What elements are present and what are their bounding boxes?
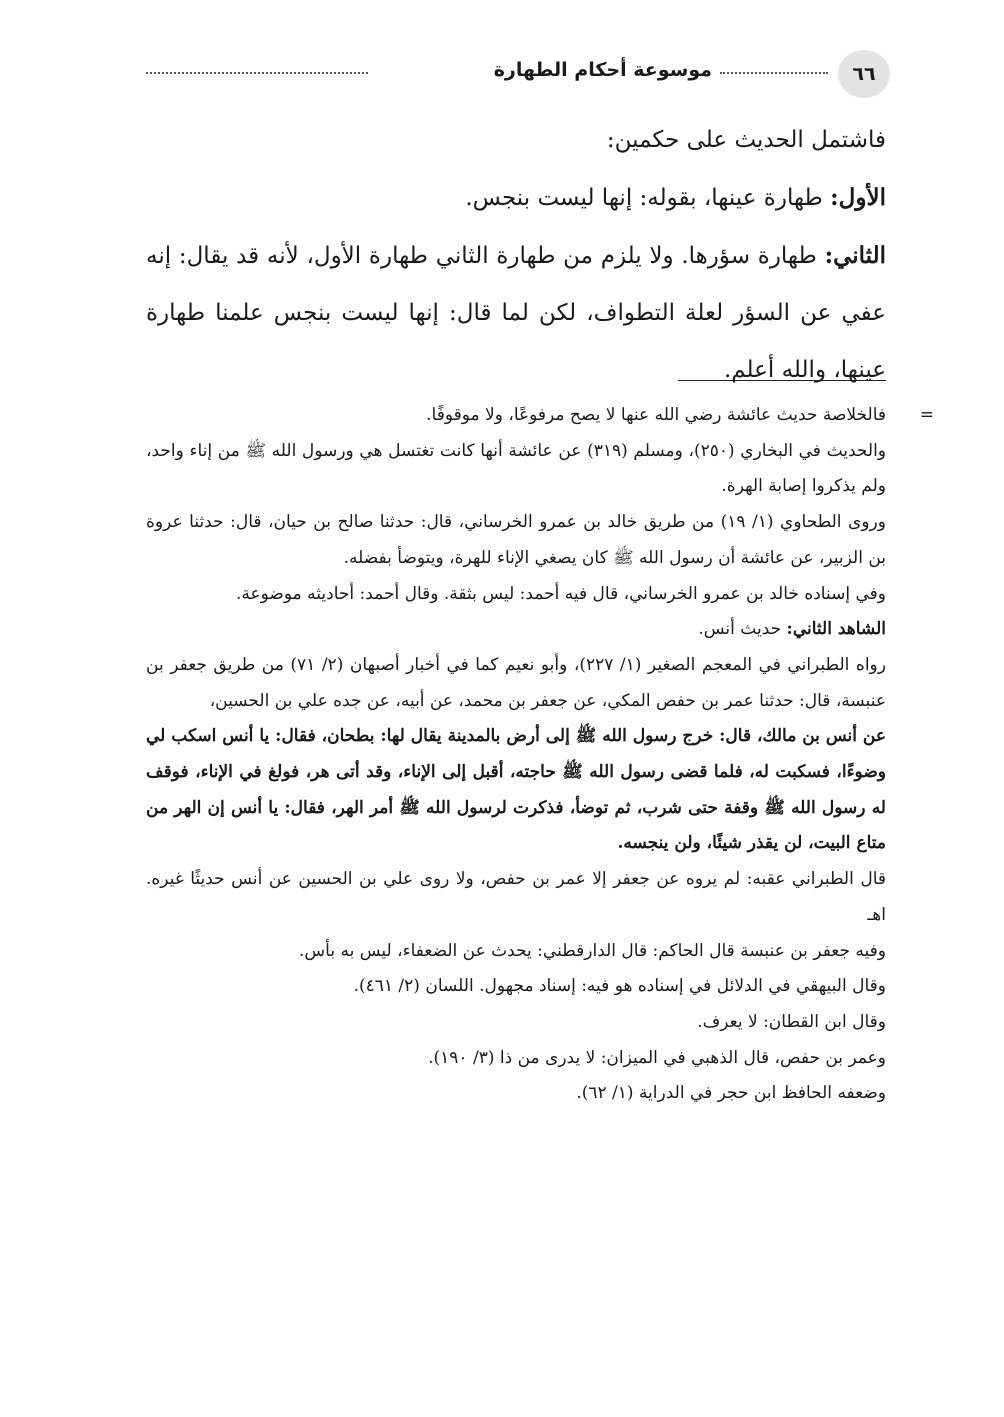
main-paragraph-first: [146, 169, 886, 227]
hadith-text-bold: عن أنس بن مالك، قال: خرج رسول الله ﷺ إلى أرض بالمدينة يقال لها: بطحان، فقال: يا أنس اسكب لي وضوءًا، فسكبت له، فلما قضى رسول الله ﷺ حاجته، أقبل إلى الإناء، وقد أتى هر، فولغ في الإناء، فوقف له رسول الله ﷺ وقفة حتى شرب، ثم توضأ، فذكرت لرسول الله ﷺ أمر الهر، فقال: يا أنس إن الهر من متاع البيت، لن يقذر شيئًا، ولن ينجسه.: [146, 726, 886, 854]
first-ruling-text: طهارة عينها، بقوله: إنها ليست بنجس.: [465, 185, 831, 211]
main-paragraph-intro: فاشتمل الحديث على حكمين:: [606, 127, 886, 153]
footnote-paragraph: وروى الطحاوي (١/ ١٩) من طريق خالد بن عمرو الخرساني، قال: حدثنا صالح بن حيان، قال: حدثنا عروة بن الزبير، عن عائشة أن رسول الله ﷺ كان يصغي الإناء للهرة، ويتوضأ بفضله.: [146, 512, 886, 568]
footnote-paragraph: فالخلاصة حديث عائشة رضي الله عنها لا يصح مرفوعًا، ولا موقوفًا.: [426, 405, 886, 425]
footnote-section: [146, 398, 934, 1112]
header-dotted-rule-right: [720, 72, 828, 74]
book-title: موسوعة أحكام الطهارة: [493, 59, 712, 81]
first-ruling-label: الأول:: [830, 184, 886, 211]
footnote-paragraph: وقال البيهقي في الدلائل في إسناده هو فيه: إسناد مجهول. اللسان (٢/ ٤٦١).: [353, 976, 886, 997]
footnote-paragraph: وفيه جعفر بن عنبسة قال الحاكم: قال الدارقطني: يحدث عن الضعفاء، ليس به بأس.: [299, 940, 886, 961]
footnote-paragraph: والحديث في البخاري (٢٥٠)، ومسلم (٣١٩) عن عائشة أنها كانت تغتسل هي ورسول الله ﷺ من إناء واحد، ولم يذكروا إصابة الهرة.: [146, 440, 887, 497]
footnote-paragraph: قال الطبراني عقبه: لم يروه عن جعفر إلا عمر بن حفص، ولا روى علي بن الحسين عن أنس حديثًا غيره. اهـ: [146, 869, 886, 925]
footnote-paragraph: وعمر بن حفص، قال الذهبي في الميزان: لا يدرى من ذا (٣/ ١٩٠).: [428, 1047, 886, 1068]
main-paragraph-second: [146, 227, 886, 399]
footnote-paragraph: وقال ابن القطان: لا يعرف.: [697, 1011, 886, 1032]
footnote-paragraph-witness: [146, 612, 886, 648]
main-text: [146, 112, 886, 399]
witness-label: الشاهد الثاني:: [786, 619, 886, 640]
second-ruling-label: الثاني:: [824, 242, 886, 269]
footnote-paragraph: رواه الطبراني في المعجم الصغير (١/ ٢٢٧)، وأبو نعيم كما في أخبار أصبهان (٢/ ٧١) من طريق جعفر بن عنبسة، قال: حدثنا عمر بن حفص المكي، عن جعفر بن محمد، عن أبيه، عن جده علي بن الحسين،: [146, 654, 886, 711]
footnote-paragraph: وضعفه الحافظ ابن حجر في الدراية (١/ ٦٢).: [576, 1083, 886, 1104]
continuation-mark: =: [919, 405, 934, 425]
second-ruling-text: طهارة سؤرها. ولا يلزم من طهارة الثاني طهارة الأول، لأنه قد يقال: إنه عفي عن السؤر لعلة التطواف، لكن لما قال: إنها ليست بنجس علمنا طهارة عينها، والله أعلم.: [146, 243, 886, 383]
witness-text: حديث أنس.: [698, 619, 787, 640]
page-number-badge: ٦٦: [838, 50, 890, 98]
page-header: [146, 50, 890, 98]
footnote-divider: [678, 380, 886, 381]
footnote-paragraph: وفي إسناده خالد بن عمرو الخرساني، قال فيه أحمد: ليس بثقة. وقال أحمد: أحاديثه موضوعة.: [235, 583, 886, 604]
header-dotted-rule-left: [146, 72, 368, 74]
